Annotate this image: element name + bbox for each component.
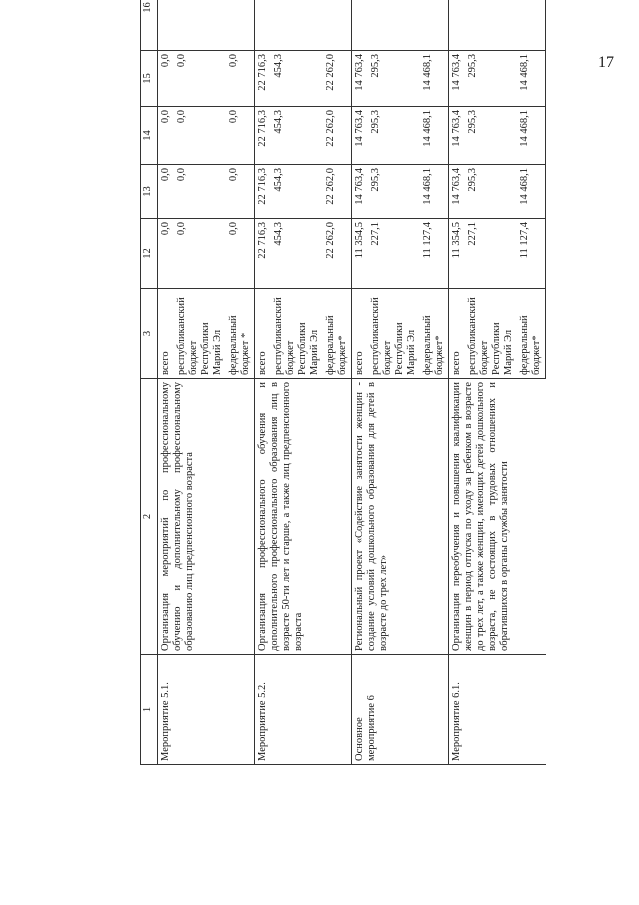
value-cell: 14 763,4: [352, 107, 369, 165]
header-cell: 14: [141, 107, 158, 165]
value-cell: [323, 0, 352, 51]
value-cell: 454,3: [271, 165, 323, 219]
value-cell: 0,0: [174, 107, 226, 165]
value-cell: 14 763,4: [449, 165, 466, 219]
value-cell: 11 354,5: [352, 219, 369, 289]
table-row: [352, 0, 369, 765]
value-cell: 0,0: [174, 51, 226, 107]
value-cell: 295,3: [368, 165, 420, 219]
value-cell: 295,3: [465, 107, 517, 165]
value-cell: 11 354,5: [449, 219, 466, 289]
measure-description-cell: Региональный проект «Содействие занятости женщин - создание условий дошкольного образования для детей в возрасте до трех лет»: [352, 379, 449, 655]
value-cell: [420, 0, 449, 51]
header-cell: 1: [141, 655, 158, 765]
value-cell: [226, 0, 255, 51]
header-cell: 13: [141, 165, 158, 219]
budget-table: [140, 0, 546, 765]
page-number: 17: [598, 54, 614, 71]
value-cell: [465, 0, 517, 51]
value-cell: [158, 0, 175, 51]
value-cell: [449, 0, 466, 51]
measure-number-cell: Мероприятие 5.1.: [158, 655, 255, 765]
value-cell: 0,0: [158, 219, 175, 289]
value-cell: 14 763,4: [352, 165, 369, 219]
table-row: [449, 0, 466, 765]
value-cell: 11 127,4: [517, 219, 546, 289]
value-cell: 14 763,4: [449, 51, 466, 107]
value-cell: 0,0: [226, 165, 255, 219]
measure-number-cell: Мероприятие 5.2.: [255, 655, 352, 765]
measure-description-cell: Организация профессионального обучения и дополнительного профессионального образования лиц в возрасте 50-ти лет и старше, а также лиц предпенсионного возраста: [255, 379, 352, 655]
value-cell: 14 468,1: [517, 51, 546, 107]
value-cell: 22 262,0: [323, 107, 352, 165]
value-cell: 14 468,1: [517, 107, 546, 165]
header-cell: 2: [141, 379, 158, 655]
value-cell: 22 262,0: [323, 51, 352, 107]
header-cell: 3: [141, 289, 158, 379]
funding-source-cell: всего: [158, 289, 175, 379]
value-cell: 14 468,1: [517, 165, 546, 219]
value-cell: 0,0: [226, 51, 255, 107]
value-cell: 227,1: [368, 219, 420, 289]
funding-source-cell: всего: [449, 289, 466, 379]
header-cell: 16: [141, 0, 158, 51]
value-cell: 0,0: [174, 165, 226, 219]
value-cell: 14 763,4: [449, 107, 466, 165]
value-cell: 295,3: [368, 51, 420, 107]
value-cell: 22 716,3: [255, 219, 272, 289]
value-cell: [174, 0, 226, 51]
header-cell: 12: [141, 219, 158, 289]
value-cell: 0,0: [226, 107, 255, 165]
measure-description-cell: Организация мероприятий по профессиональному обучению и дополнительному профессиональному образованию лиц предпенсионного возраста: [158, 379, 255, 655]
value-cell: [271, 0, 323, 51]
funding-source-cell: республиканский бюджет Республики Марий Эл: [465, 289, 517, 379]
funding-source-cell: всего: [255, 289, 272, 379]
value-cell: 22 716,3: [255, 51, 272, 107]
value-cell: 0,0: [158, 51, 175, 107]
value-cell: 454,3: [271, 107, 323, 165]
funding-source-cell: республиканский бюджет Республики Марий Эл: [368, 289, 420, 379]
value-cell: 0,0: [226, 219, 255, 289]
rotated-table-container: [140, 0, 590, 765]
value-cell: 14 468,1: [420, 107, 449, 165]
value-cell: [368, 0, 420, 51]
value-cell: [517, 0, 546, 51]
value-cell: 454,3: [271, 51, 323, 107]
header-row: [141, 0, 158, 765]
funding-source-cell: республиканский бюджет Республики Марий Эл: [174, 289, 226, 379]
value-cell: 295,3: [465, 165, 517, 219]
value-cell: [255, 0, 272, 51]
measure-description-cell: Организация переобучения и повышения квалификации женщин в период отпуска по уходу за ребенком в возрасте до трех лет, а также женщин, имеющих детей дошкольного возраста, не состоящих в трудовых отношениях и обратившихся в органы службы занятости: [449, 379, 546, 655]
value-cell: 454,3: [271, 219, 323, 289]
value-cell: 22 262,0: [323, 219, 352, 289]
header-cell: 15: [141, 51, 158, 107]
table-row: [255, 0, 272, 765]
funding-source-cell: республиканский бюджет Республики Марий Эл: [271, 289, 323, 379]
value-cell: 295,3: [368, 107, 420, 165]
value-cell: [352, 0, 369, 51]
value-cell: 14 763,4: [352, 51, 369, 107]
measure-number-cell: Основное мероприятие 6: [352, 655, 449, 765]
funding-source-cell: федеральный бюджет*: [323, 289, 352, 379]
value-cell: 14 468,1: [420, 51, 449, 107]
value-cell: 22 716,3: [255, 107, 272, 165]
value-cell: 0,0: [158, 165, 175, 219]
value-cell: 0,0: [174, 219, 226, 289]
value-cell: 295,3: [465, 51, 517, 107]
measure-number-cell: Мероприятие 6.1.: [449, 655, 546, 765]
value-cell: 14 468,1: [420, 165, 449, 219]
value-cell: 22 716,3: [255, 165, 272, 219]
funding-source-cell: всего: [352, 289, 369, 379]
value-cell: 22 262,0: [323, 165, 352, 219]
table-row: [158, 0, 175, 765]
value-cell: 227,1: [465, 219, 517, 289]
value-cell: 11 127,4: [420, 219, 449, 289]
table-body: [158, 0, 546, 765]
funding-source-cell: федеральный бюджет *: [226, 289, 255, 379]
value-cell: 0,0: [158, 107, 175, 165]
funding-source-cell: федеральный бюджет*: [420, 289, 449, 379]
funding-source-cell: федеральный бюджет*: [517, 289, 546, 379]
